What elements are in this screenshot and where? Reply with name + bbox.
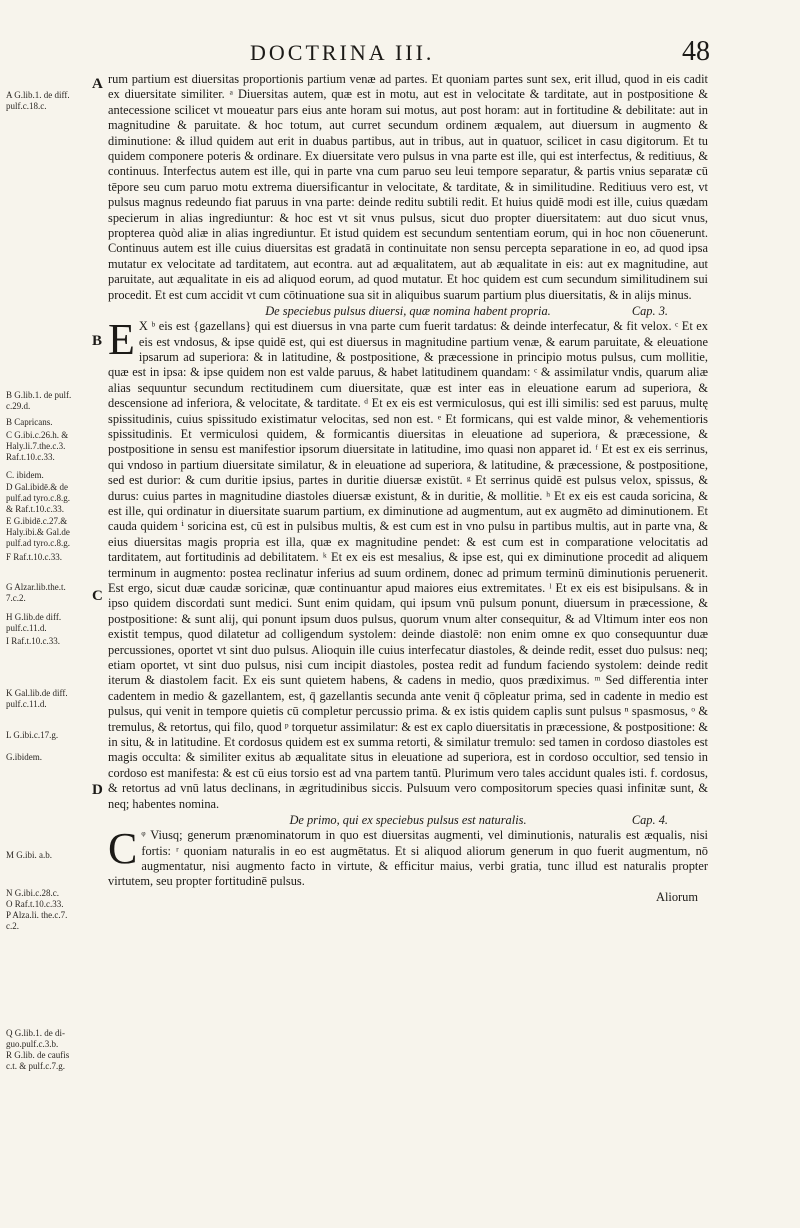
chapter-heading xyxy=(108,303,708,319)
catchword: Aliorum xyxy=(656,889,698,904)
chapter-number: Cap. 3. xyxy=(631,304,668,319)
margin-note: C. ibidem. xyxy=(6,470,44,480)
margin-note: F Raf.t.10.c.33. xyxy=(6,552,62,562)
margin-notes xyxy=(6,90,92,1170)
margin-note: B G.lib.1. de pulf. c.29.d. xyxy=(6,390,72,411)
paragraph xyxy=(108,824,708,890)
page-number: 48 xyxy=(682,36,710,67)
paragraph-text: X ᵇ eis est {gazellans} qui est diuersus in vna parte cum fuerit tardatus: & deinde interfecatur, & fit velox. ᶜ Et ex eis est vndosus, & ipse quidē est, qui est diuersus in magnitudine partium venæ, & earum paruitate, & eleuatione ipsarum ad superiora: & in latitudine, & postpositione, & præcessione in principio motus pulsus, cum mollitie, quæ est in ipsa: & ipse quidem non est valde paruus, & habet latitudinem quandam: ᶜ & assimilatur vndis, quarum aliæ alias sequuntur secundum rectitudinem cum diuersitate, quæ est inter eas in eleuatione earum ad superiora, & descensione ad inferiora, & velocitate, & tarditate. ᵈ Et ex eis est vermiculosus, qui est illi similis: sed est paruus, multę spissitudinis, cuius spissitudo existimatur velocitas, sed non est. ᵉ Et formicans, qui est valde minor, & vehementioris spissitudinis. Et vermiculosi quidem, & formicantis diuersitas in eleuatione ad superiora, & præcessione, & postpositione in sensu est manifestior ipsorum diuersitate in latitudine, imo quasi non apparet id. ᶠ Et est ex eis serrinus, qui vndoso in partium diuersitate similatur, & in eleuatione ad superiora, & latitudine, & præcessione, & postpositione, sed est durior: & cum duritie ipsius, partes in duritie diuersæ existūt. ᵍ Et serrinus quidē est pulsus velox, spissus, & durus: cuius partes in magnitudine diastoles diuersæ existunt, & in duritie, & mollitie. ʰ Et ex eis est cauda soricina, & est ille, qui ordinatur in diuersitate suarum partium, ex diminutione ad augmentum, aut ex augmēto ad diminutionem. Et cauda quidem ⁱ soricina est, cū est in pulsibus multis, & est cum est in vno pulsu in partibus multis, aut in parte vna, & eius diuersitas magis propria est illa, quæ ex magnitudine pendet: & est cum est in comparatione velocitatis ad tarditatem, aut fortitudinis ad debilitatem. ᵏ Et ex eis est mesalius, & ipse est, qui ex diminutione procedit ad aliquem terminum in augmento: postea reclinatur inferius ad suum ordinem, donec ad primum terminū diminutionis peruenerit. Est ergo, sicut duæ caudæ soricinæ, quæ continuantur apud maiores eius extremitates. ˡ Et ex eis est bisipulsans. & in ipso quidem discordati sunt medici. Sunt enim quidam, qui ipsum vnū pulsum ponunt, diuersum in præcessione, & postpositione: & sunt alij, qui ponunt ipsum duos pulsus, quorum vnum alter consequitur, & ad Vltimum inter eos non existit tempus, quod dilatetur ad colligendum systolem: deinde diastolē: non enim omne ex quo consequuntur duæ percussiones, oportet vt sint duo pulsus. Alioquin ille cuius interfecatur diastoles, & deinde redit, esset duo pulsus: neq; etiam oportet, vt sint duo pulsus, nisi cum incipit diastoles, postea redit ad fundum faciendo systolem: deinde redit iterum & diastolem facit. Ex eis sunt quietem habens, & cadens in medio, quos prædiximus. ᵐ Sed differentia inter cadentem in medio & gazellantem, est, q̄ gazellantis secunda ante venit q̄ cōpleatur prima, sed in cadente in medio est pulsus, qui venit in tempore quietis cū completur percussio prima. & ex istis quidem caplis sunt pulsus ⁿ spasmosus, ᵒ & tremulus, & retortus, qui filo, quod ᵖ torquetur assimilatur: & est ex caplo diuersitatis in præcessione, & postpositione: & in situ, & in latitudine. Et cordosus quidem est ex summa retorti, & similatur tremulo: sed tamen in cordoso diastoles est magis occulta: & similiter exitus ab æqualitate situs in eleuatione ad superiora, est in cordoso occultior, sed tensio in cordoso est manifesta: & est cū eius torsio est ad vna partem tantū. Plurimum vero tales accidunt quales isti. f. cordosus, & retortus ad vnū latus declinans, in ægritudinibus siccis. Pulsuum vero compositorum species quasi infinitæ sunt, & neq; habentes nomina. xyxy=(108,319,708,811)
page-header xyxy=(250,36,710,74)
margin-note: Q G.lib.1. de di- guo.pulf.c.3.b. R G.lib. de caufis c.t. & pulf.c.7.g. xyxy=(6,1028,70,1071)
drop-cap: C xyxy=(108,824,138,874)
section-letter: C xyxy=(92,588,103,604)
chapter-number: Cap. 4. xyxy=(631,813,668,828)
margin-note: C G.ibi.c.26.h. & Haly.li.7.the.c.3. Raf.t.10.c.33. xyxy=(6,430,69,462)
margin-note: I Raf.t.10.c.33. xyxy=(6,636,60,646)
paragraph-text: ᵠ Viusq; generum prænominatorum in quo est diuersitas augmenti, vel diminutionis, naturalis est æqualis, nisi fortis: ʳ quoniam naturalis in eo est augmētatus. Et si aliquod aliorum generum in quo fuerit augmentum, nō augmentatur, nisi augmento facto in virtute, & efficitur maius, verbi gratia, tunc illud est naturalis propter virtutem, seu propter fortitudinē pulsus. xyxy=(108,828,708,889)
paragraph xyxy=(108,315,708,812)
paragraph: rum partium est diuersitas proportionis partium venæ ad partes. Et quoniam partes sunt sex, erit illud, quod in eis cadit ex diuersitate similiter. ᵃ Diuersitas autem, quæ est in motu, aut est in velocitate & tarditate, aut in postpositione & antecessione scilicet vt moueatur pars eius ante horam sui motus, aut post horam: aut in fortitudine & debilitate: aut in magnitudine & paruitate. & hoc totum, aut curret secundum ordinem æqualem, aut diuersum in augmento & diminutione: & illud quidem aut erit in duabus partibus, aut in tribus, aut in quatuor, scilicet in casu digitorum. Et tu quidem componere poteris & ordinare. Ex diuersitate vero pulsus in vna parte est ille, qui est interfectus, & reditiuus, & continuus. Interfectus autem est ille, qui in parte vna cum paruo seu leui tempore separatur, & partis vnius separatæ cū tēpore seu cum paruo motu extrema diuersificantur in velocitate, & tarditate, & in similitudine. Reditiuus vero est, vt pulsus magnus redeundo fiat paruus in vna parte: deinde reditu subtili redit. Et huius quidē modi est ille, cuius quædam specierum in alias ingrediuntur: & hoc est vt sit vnus pulsus, sicut duo propter diuersitatem: aut duo sicut vnus, propterea quòd aliæ in alias ingrediuntur. Et istud quidem est secundum sententiam eorum, qui in hoc non cōuenerunt. Continuus autem est ille cuius diuersitas est gradatā in continuitate non sensu percepta separatione in eo, ad quod ipsa mutatur ex velocitate ad tarditatem, aut econtra. aut ad æqualitatem, aut ab æqualitate in eis: aut ex magnitudine, aut paruitate, aut æqualitate in eis ad aliquod eorum, ad quod mutatur. Et hoc quidem est cum secundum similitudinem sui procedit. Et est cum accidit vt cum cōtinuatione sua sit in aliquibus suarum partium plus diuersitatis, & in alijs minus. xyxy=(108,72,708,302)
margin-note: B Capricans. xyxy=(6,417,53,427)
margin-note: G.ibidem. xyxy=(6,752,42,762)
margin-note: A G.lib.1. de diff. pulf.c.18.c. xyxy=(6,90,70,111)
margin-note: G Alzar.lib.the.t. 7.c.2. xyxy=(6,582,66,603)
chapter-title: De speciebus pulsus diuersi, quæ nomina habent propria. xyxy=(265,304,551,319)
margin-note: K Gal.lib.de diff. pulf.c.11.d. xyxy=(6,688,68,709)
section-letter: B xyxy=(92,333,103,349)
margin-note: L G.ibi.c.17.g. xyxy=(6,730,59,740)
chapter-heading xyxy=(108,812,708,828)
margin-note: E G.ibidē.c.27.& Haly.ibi.& Gal.de pulf.ad tyro.c.8.g. xyxy=(6,516,70,548)
margin-note: D Gal.ibidē.& de pulf.ad tyro.c.8.g. & Raf.t.10.c.33. xyxy=(6,482,70,514)
margin-note: M G.ibi. a.b. xyxy=(6,850,52,860)
main-text xyxy=(108,72,708,1122)
drop-cap: E xyxy=(108,315,135,365)
chapter-title: De primo, qui ex speciebus pulsus est naturalis. xyxy=(289,813,527,828)
margin-note: H G.lib.de diff. pulf.c.11.d. xyxy=(6,612,62,633)
section-letter: D xyxy=(92,782,103,798)
section-letter: A xyxy=(92,76,103,92)
running-title: DOCTRINA III. xyxy=(250,40,435,65)
margin-note: N G.ibi.c.28.c. O Raf.t.10.c.33. P Alza.li. the.c.7. c.2. xyxy=(6,888,68,931)
